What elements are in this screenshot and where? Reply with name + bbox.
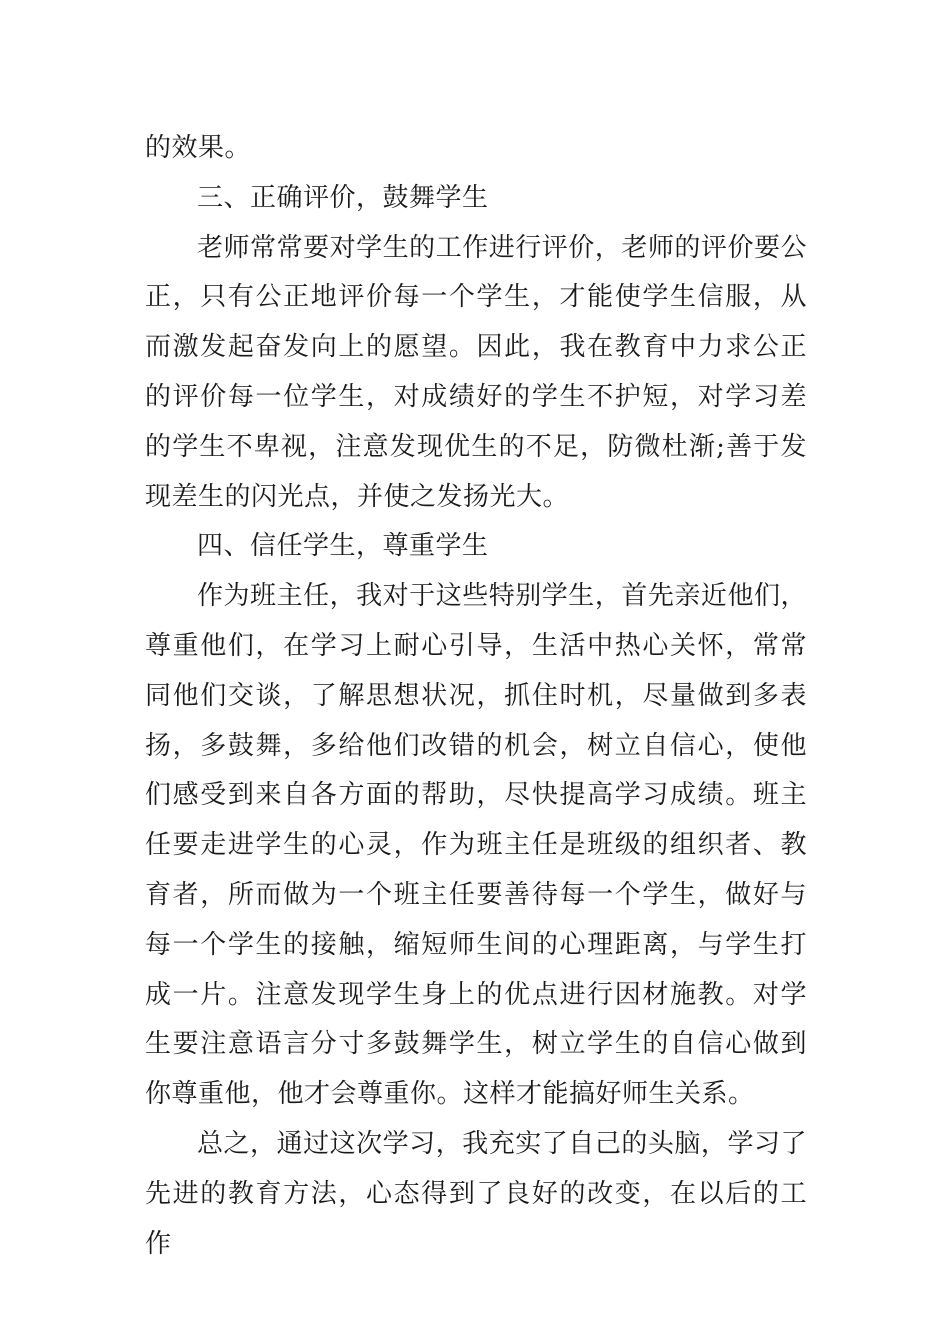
section-heading-4: 四、信任学生，尊重学生: [197, 531, 489, 562]
document-body: [145, 124, 807, 1269]
paragraph-trust-respect: 作为班主任，我对于这些特别学生，首先亲近他们，尊重他们，在学习上耐心引导，生活中热心关怀，常常同他们交谈，了解思想状况，抓住时机，尽量做到多表扬，多鼓舞，多给他们改错的机会，树立自信心，使他们感受到来自各方面的帮助，尽快提高学习成绩。班主任要走进学生的心灵，作为班主任是班级的组织者、教育者，所而做为一个班主任要善待每一个学生，做好与每一个学生的接触，缩短师生间的心理距离，与学生打成一片。注意发现学生身上的优点进行因材施教。对学生要注意语言分寸多鼓舞学生，树立学生的自信心做到你尊重他，他才会尊重你。这样才能搞好师生关系。: [145, 581, 807, 1110]
paragraph-evaluation: 老师常常要对学生的工作进行评价，老师的评价要公正，只有公正地评价每一个学生，才能使学生信服，从而激发起奋发向上的愿望。因此，我在教育中力求公正的评价每一位学生，对成绩好的学生不护短，对学习差的学生不卑视，注意发现优生的不足，防微杜渐;善于发现差生的闪光点，并使之发扬光大。: [145, 232, 807, 512]
paragraph-continuation: 的效果。: [145, 133, 252, 163]
paragraph-conclusion: 总之，通过这次学习，我充实了自己的头脑，学习了先进的教育方法，心态得到了良好的改变，在以后的工作: [145, 1128, 807, 1259]
section-heading-3: 三、正确评价，鼓舞学生: [197, 182, 489, 213]
